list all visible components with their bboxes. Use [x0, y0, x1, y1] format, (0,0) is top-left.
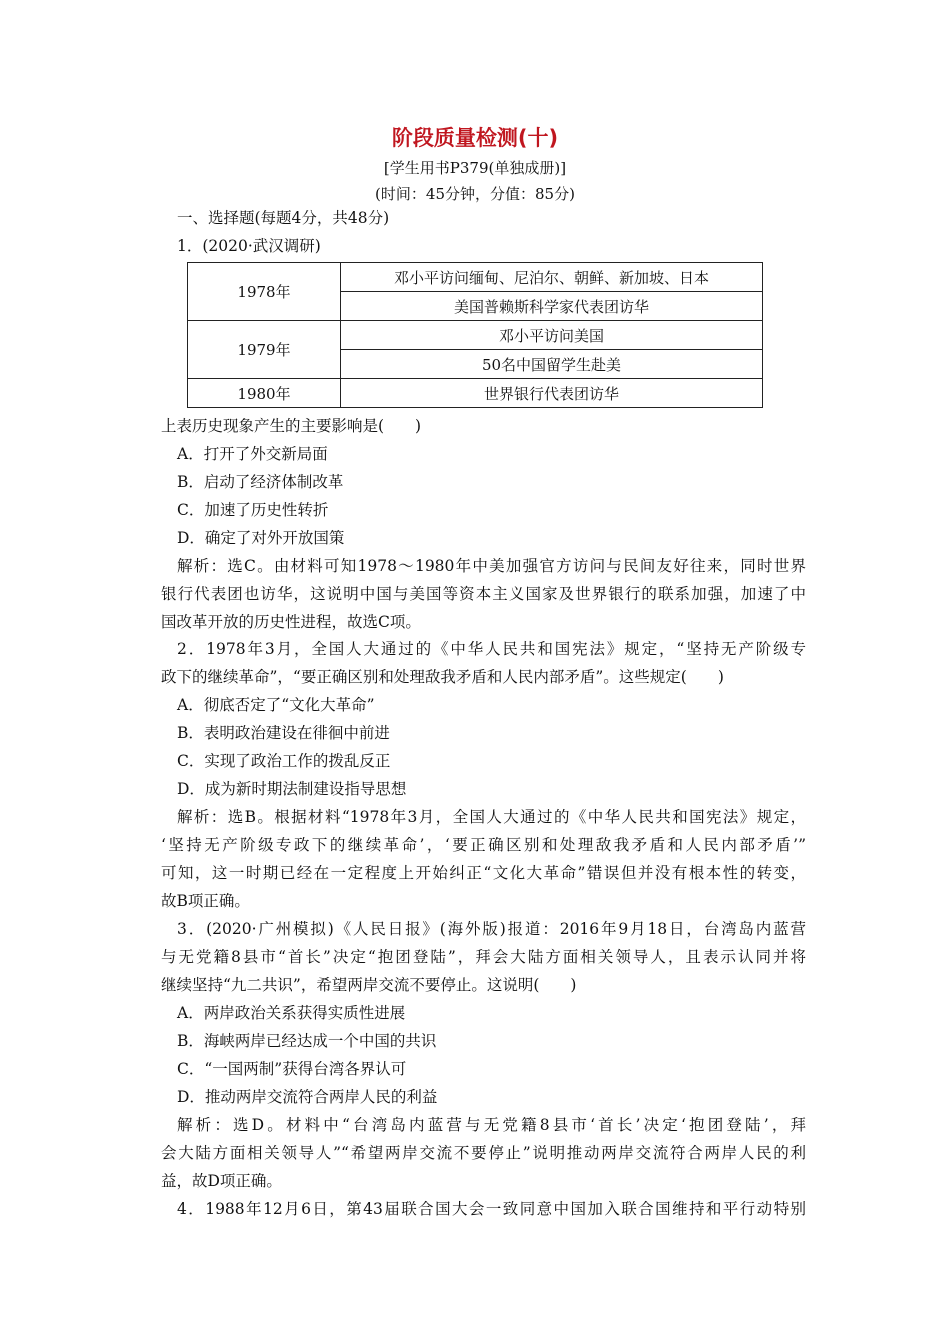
question-3-option-b: B．海峡两岸已经达成一个中国的共识 — [177, 1032, 437, 1050]
table-row — [188, 263, 763, 292]
question-3-analysis-line: 益，故D项正确。 — [161, 1172, 282, 1190]
question-3-analysis-line: 会大陆方面相关领导人”“希望两岸交流不要停止”说明推动两岸交流符合两岸人民的利 — [161, 1144, 806, 1162]
question-2-option-d: D．成为新时期法制建设指导思想 — [177, 780, 407, 798]
question-1-option-a: A．打开了外交新局面 — [177, 445, 328, 463]
table-cell-event: 50名中国留学生赴美 — [341, 350, 763, 379]
question-2-analysis-line: 可知，这一时期已经在一定程度上开始纠正“文化大革命”错误但并没有根本性的转变， — [161, 864, 806, 882]
table-row — [188, 379, 763, 408]
question-1-analysis-line: 国改革开放的历史性进程，故选C项。 — [161, 613, 421, 631]
table-cell-event: 世界银行代表团访华 — [341, 379, 763, 408]
question-3-analysis-line: 解析：选D。材料中“台湾岛内蓝营与无党籍8县市‘首长’决定‘抱团登陆’，拜 — [177, 1116, 806, 1134]
question-2-analysis-line: 故B项正确。 — [161, 892, 250, 910]
table-cell-year: 1979年 — [188, 321, 341, 379]
question-2-stem-line: 政下的继续革命”，“要正确区别和处理敌我矛盾和人民内部矛盾”。这些规定( ) — [161, 668, 724, 686]
question-1-option-d: D．确定了对外开放国策 — [177, 529, 345, 547]
question-3-stem-line: 3．(2020·广州模拟)《人民日报》(海外版)报道：2016年9月18日，台湾岛内蓝营 — [177, 920, 806, 938]
table-cell-year: 1978年 — [188, 263, 341, 321]
events-table — [187, 262, 763, 408]
table-cell-event: 美国普赖斯科学家代表团访华 — [341, 292, 763, 321]
question-2-option-b: B．表明政治建设在徘徊中前进 — [177, 724, 390, 742]
question-2-option-c: C．实现了政治工作的拨乱反正 — [177, 752, 391, 770]
table-row — [188, 321, 763, 350]
question-2-stem-line: 2．1978年3月，全国人大通过的《中华人民共和国宪法》规定，“坚持无产阶级专 — [177, 640, 806, 658]
question-4-stem-line: 4．1988年12月6日，第43届联合国大会一致同意中国加入联合国维持和平行动特别 — [177, 1200, 806, 1218]
question-3-stem-line: 继续坚持“九二共识”，希望两岸交流不要停止。这说明( ) — [161, 976, 577, 994]
question-1-analysis-line: 银行代表团也访华，这说明中国与美国等资本主义国家及世界银行的联系加强，加速了中 — [161, 585, 806, 603]
exam-meta: (时间：45分钟，分值：85分) — [375, 185, 575, 203]
question-3-option-d: D．推动两岸交流符合两岸人民的利益 — [177, 1088, 438, 1106]
question-2-analysis-line: ‘坚持无产阶级专政下的继续革命’，‘要正确区别和处理敌我矛盾和人民内部矛盾’” — [161, 836, 806, 854]
question-1-option-b: B．启动了经济体制改革 — [177, 473, 344, 491]
question-3-stem-line: 与无党籍8县市“首长”决定“抱团登陆”，拜会大陆方面相关领导人，且表示认同并将 — [161, 948, 806, 966]
question-2-analysis-line: 解析：选B。根据材料“1978年3月，全国人大通过的《中华人民共和国宪法》规定， — [177, 808, 806, 826]
question-1-option-c: C．加速了历史性转折 — [177, 501, 329, 519]
table-cell-event: 邓小平访问缅甸、尼泊尔、朝鲜、新加坡、日本 — [341, 263, 763, 292]
question-1-head: 1．(2020·武汉调研) — [177, 237, 321, 255]
page-subtitle: [学生用书P379(单独成册)] — [383, 159, 567, 177]
question-3-option-c: C．“一国两制”获得台湾各界认可 — [177, 1060, 407, 1078]
question-1-analysis-line: 解析：选C。由材料可知1978～1980年中美加强官方访问与民间友好往来，同时世界 — [177, 557, 806, 575]
question-3-option-a: A．两岸政治关系获得实质性进展 — [177, 1004, 406, 1022]
table-cell-event: 邓小平访问美国 — [341, 321, 763, 350]
question-2-option-a: A．彻底否定了“文化大革命” — [177, 696, 375, 714]
section-title: 一、选择题(每题4分，共48分) — [177, 209, 390, 227]
table-cell-year: 1980年 — [188, 379, 341, 408]
question-1-stem: 上表历史现象产生的主要影响是( ) — [161, 417, 422, 435]
page-title: 阶段质量检测(十) — [391, 126, 559, 150]
